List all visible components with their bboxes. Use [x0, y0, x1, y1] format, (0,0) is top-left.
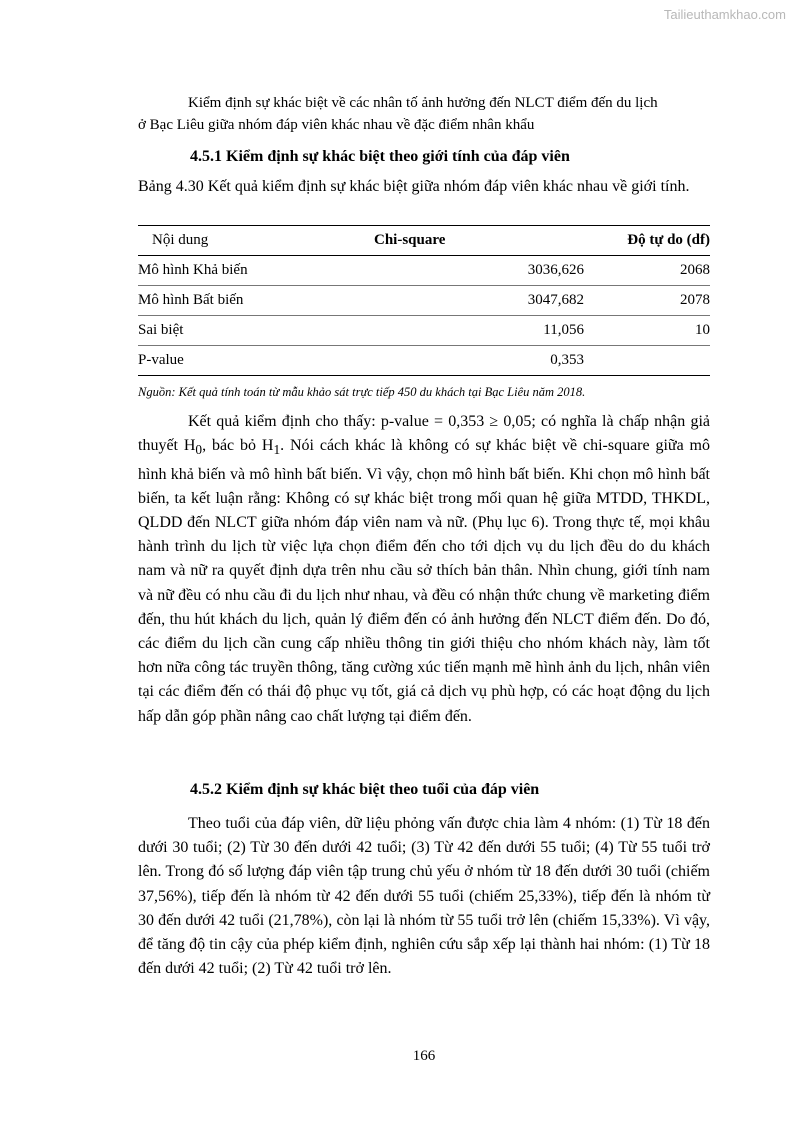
table-cell-df [584, 346, 710, 376]
table-row [138, 346, 710, 376]
table-cell-label: Mô hình Khả biến [138, 262, 248, 278]
paragraph-text: Kết quả kiểm định cho thấy: p-value = 0,353 ≥ 0,05; có nghĩa là chấp nhận giả thuyết H [138, 413, 710, 455]
intro-line-2: ở Bạc Liêu giữa nhóm đáp viên khác nhau về đặc điểm nhân khẩu [138, 117, 535, 133]
subscript: 1 [273, 442, 281, 458]
age-paragraph: Theo tuổi của đáp viên, dữ liệu phỏng vấn được chia làm 4 nhóm: (1) Từ 18 đến dưới 30 tuổi; (2) Từ 30 đến dưới 42 tuổi; (3) Từ 42 đến dưới 55 tuổi; (4) Từ 55 tuổi trở lên. Trong đó số lượng đáp viên tập trung chủ yếu ở nhóm từ 18 đến dưới 30 tuổi (chiếm 37,56%), tiếp đến là nhóm từ 42 đến dưới 55 tuổi (chiếm 25,33%), tiếp đến là nhóm từ 30 đến dưới 42 tuổi (21,78%), còn lại là nhóm từ 55 tuổi trở lên (chiếm 15,33%). Vì vậy, để tăng độ tin cậy của phép kiểm định, nghiên cứu sắp xếp lại thành hai nhóm: (1) Từ 18 đến dưới 42 tuổi; (2) Từ 42 tuổi trở lên. [138, 815, 710, 978]
results-paragraph [138, 410, 710, 729]
table-cell-df: 10 [584, 316, 710, 346]
table-header-row [138, 226, 710, 256]
table-header-df: Độ tự do (df) [584, 226, 710, 256]
intro-line-1: Kiểm định sự khác biệt về các nhân tố ảnh hưởng đến NLCT điểm đến du lịch [188, 95, 658, 111]
table-cell-chi-square: 11,056 [374, 316, 584, 346]
section-heading-age: 4.5.2 Kiểm định sự khác biệt theo tuổi của đáp viên [190, 781, 540, 798]
table-row [138, 286, 710, 316]
section-heading-gender: 4.5.1 Kiểm định sự khác biệt theo giới tính của đáp viên [190, 148, 570, 165]
page-number: 166 [412, 1048, 436, 1064]
results-table [138, 225, 710, 376]
table-cell-label: P-value [138, 346, 374, 376]
table-cell-df: 2078 [584, 286, 710, 316]
table-cell-chi-square: 0,353 [374, 346, 584, 376]
table-source-note: Nguồn: Kết quả tính toán từ mẫu khảo sát trực tiếp 450 du khách tại Bạc Liêu năm 2018. [138, 385, 586, 399]
table-cell-label: Sai biệt [138, 316, 374, 346]
paragraph-text: . Nói cách khác là không có sự khác biệt về chi-square giữa mô hình khả biến và mô hình bất biến. Vì vậy, chọn mô hình bất biến. Khi chọn mô hình bất biến, ta kết luận rằng: Không có sự khác biệt trong mối quan hệ giữa MTDD, THKDL, QLDD đến NLCT giữa nhóm đáp viên nam và nữ. (Phụ lục 6). Trong thực tế, mọi khâu hành trình du lịch từ việc lựa chọn điểm đến cho tới dịch vụ du lịch đều do du khách nam và nữ ra quyết định dựa trên nhu cầu sở thích bản thân. Nhìn chung, giới tính nam và nữ đều có nhu cầu đi du lịch như nhau, và đều có nhận thức chung về marketing điểm đến, thu hút khách du lịch, quản lý điểm đến có ảnh hưởng đến NLCT điểm đến. Do đó, các điểm du lịch cần cung cấp nhiều thông tin giới thiệu cho nhóm khách này, làm tốt hơn nữa công tác truyền thông, tăng cường xúc tiến mạnh mẽ hình ảnh du lịch, nhân viên tại các điểm đến có thái độ phục vụ tốt, giá cả dịch vụ phù hợp, có các hoạt động du lịch hấp dẫn góp phần nâng cao chất lượng tại điểm đến. [138, 437, 711, 725]
table-cell-chi-square: 3036,626 [527, 262, 584, 278]
table-header-content: Nội dung [138, 226, 374, 256]
subscript: 0 [195, 442, 203, 458]
table-cell-label: Mô hình Bất biến [138, 286, 374, 316]
intro-paragraph [138, 92, 710, 136]
table-caption: Bảng 4.30 Kết quả kiểm định sự khác biệt giữa nhóm đáp viên khác nhau về giới tính. [138, 178, 690, 195]
table-cell-df: 2068 [680, 262, 710, 278]
table-row [138, 316, 710, 346]
table-row [138, 256, 710, 286]
watermark: Tailieuthamkhao.com [663, 7, 786, 22]
table-cell-chi-square: 3047,682 [374, 286, 584, 316]
paragraph-text: , bác bỏ H [202, 437, 274, 455]
table-header-chi-square: Chi-square [374, 226, 584, 256]
